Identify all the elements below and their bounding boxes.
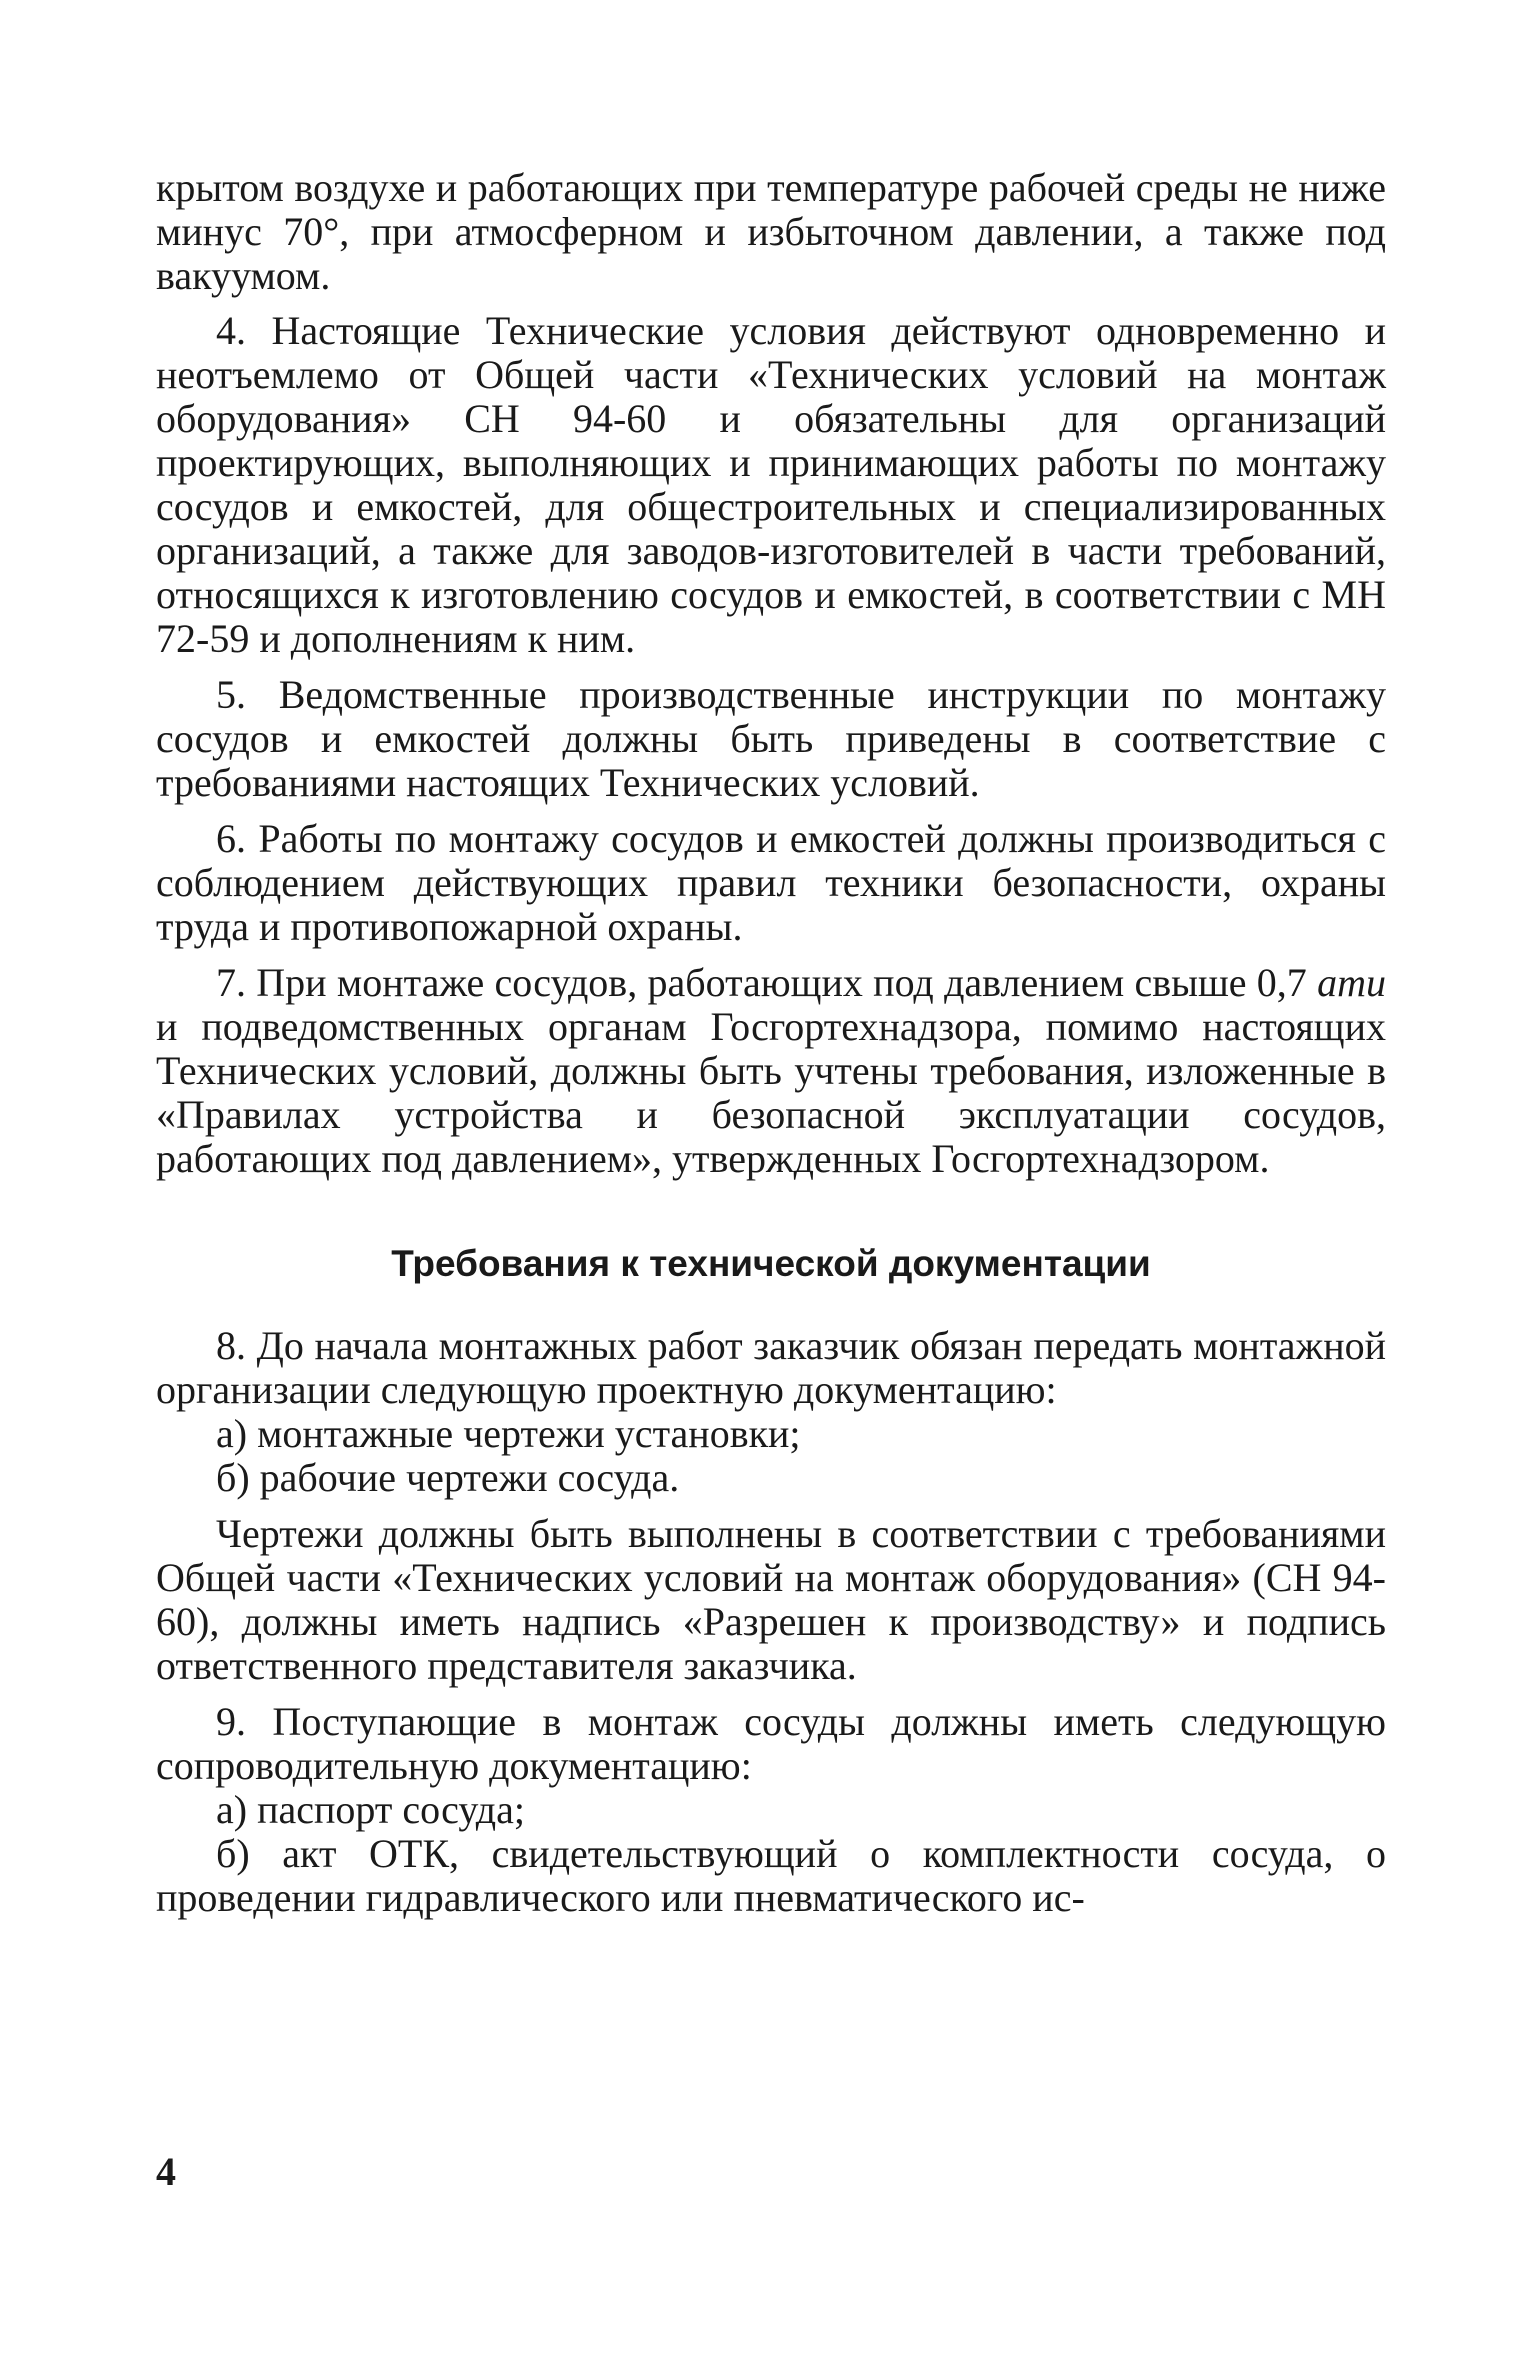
opening-paragraph: крытом воздухе и работающих при температуре рабочей среды не ниже минус 70°, при атмосферном и избыточном давлении, а также под вакуумом. — [156, 165, 1386, 298]
paragraph-5: 5. Ведомственные производственные инструкции по монтажу сосудов и емкостей должны быть приведены в соответствие с требованиями настоящих Технических условий. — [156, 672, 1386, 805]
list-item: б) рабочие чертежи сосуда. — [216, 1455, 680, 1500]
page-body — [156, 166, 1386, 1920]
paragraph-6: 6. Работы по монтажу сосудов и емкостей должны производиться с соблюдением действующих правил техники безопасности, охраны труда и противопожарной охраны. — [156, 816, 1386, 949]
paragraph-4: 4. Настоящие Технические условия действуют одновременно и неотъемлемо от Общей части «Технических условий на монтаж оборудования» СН 94-60 и обязательны для организаций проектирующих, выполняющих и принимающих работы по монтажу сосудов и емкостей, для общестроительных и специализированных организаций, а также для заводов-изготовителей в части требований, относящихся к изготовлению сосудов и емкостей, в соответствии с МН 72-59 и дополнениям к ним. — [156, 308, 1386, 661]
page-number: 4 — [156, 2149, 176, 2194]
list-item: б) акт ОТК, свидетельствующий о комплектности сосуда, о проведении гидравлического или пневматического ис- — [156, 1831, 1386, 1920]
paragraph-9-intro: 9. Поступающие в монтаж сосуды должны иметь следующую сопроводительную документацию: — [156, 1699, 1386, 1788]
paragraph-7-start: 7. При монтаже сосудов, работающих под давлением свыше 0,7 — [216, 960, 1318, 1005]
paragraph-7-end: и подведомственных органам Госгортехнадзора, помимо настоящих Технических условий, должны быть учтены требования, изложенные в «Правилах устройства и безопасной эксплуатации сосудов, работающих под давлением», утвержденных Госгортехнадзором. — [156, 1004, 1386, 1181]
paragraph-7 — [156, 961, 1386, 1181]
paragraph-8-note: Чертежи должны быть выполнены в соответствии с требованиями Общей части «Технических условий на монтаж оборудования» (СН 94-60), должны иметь надпись «Разрешен к производству» и подпись ответственного представителя заказчика. — [156, 1511, 1386, 1688]
pressure-unit: ати — [1317, 960, 1386, 1005]
list-item: а) монтажные чертежи установки; — [216, 1411, 801, 1456]
section-heading: Требования к технической документации — [391, 1243, 1151, 1284]
paragraph-8-intro: 8. До начала монтажных работ заказчик обязан передать монтажной организации следующую проектную документацию: — [156, 1323, 1386, 1412]
list-item: а) паспорт сосуда; — [216, 1787, 526, 1832]
